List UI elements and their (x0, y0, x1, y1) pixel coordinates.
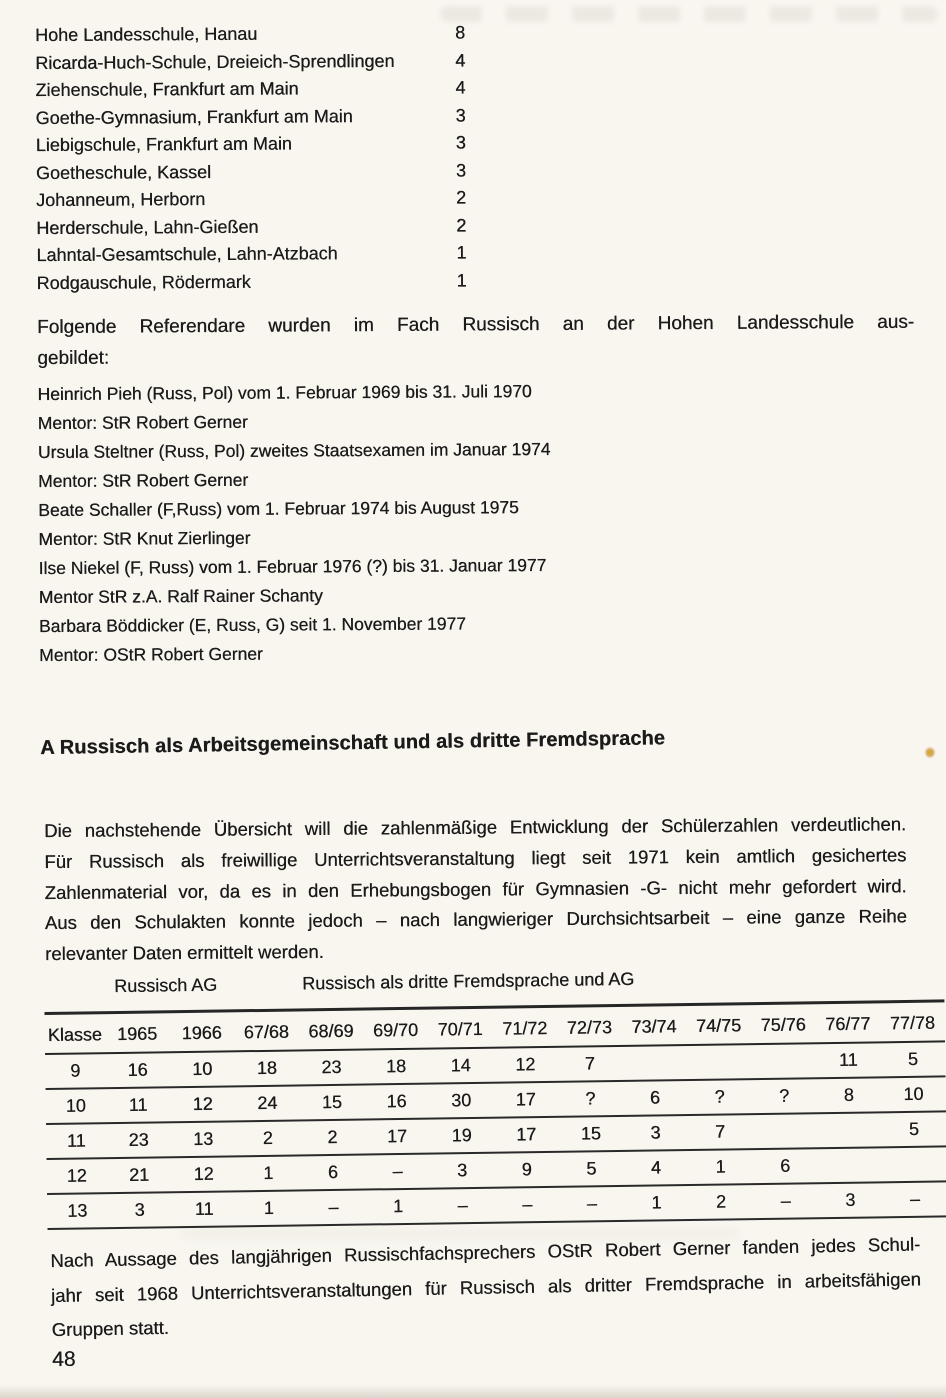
column-header: 76/77 (825, 1013, 871, 1035)
table-cell (817, 1165, 882, 1166)
table-cell: 5 (586, 1158, 597, 1179)
table-cell: 15 (321, 1091, 343, 1113)
table-cell: 11 (194, 1198, 214, 1219)
school-count: 4 (455, 49, 466, 70)
table-cell: 6 (327, 1161, 339, 1183)
table-cell (752, 1131, 817, 1132)
column-header: 1966 (181, 1022, 222, 1044)
school-count: 4 (455, 77, 466, 98)
table-cell: – (909, 1188, 921, 1209)
table-cell: 2 (715, 1191, 727, 1212)
table-cell: 23 (321, 1056, 342, 1078)
table-cell: ? (714, 1086, 725, 1107)
table-cell (882, 1164, 946, 1165)
school-count: 3 (455, 104, 466, 125)
table-cell: 23 (128, 1129, 149, 1150)
table-cell: 15 (580, 1123, 602, 1144)
table-cell: 21 (128, 1164, 150, 1185)
school-name: Lahntal-Gesamtschule, Lahn-Atzbach (36, 243, 338, 265)
table-cell: 11 (838, 1049, 858, 1070)
table-cell: 30 (450, 1090, 472, 1111)
list-item (36, 184, 506, 214)
table-cell: 17 (386, 1125, 408, 1147)
school-name: Rodgauschule, Rödermark (36, 271, 251, 293)
table-cell: 17 (516, 1124, 537, 1145)
paragraph-line: Nach Aussage des langjährigen Russischfachsprechers OStR Robert Gerner fanden jedes Schul- (50, 1233, 921, 1271)
table-cell: 10 (192, 1058, 213, 1079)
table-cell: 3 (134, 1199, 145, 1220)
column-header: 69/70 (372, 1019, 419, 1041)
table-cell (622, 1063, 687, 1064)
school-name: Johanneum, Herborn (36, 188, 206, 210)
table-cell: 1 (392, 1196, 404, 1217)
table-group-labels (44, 964, 944, 1004)
table-cell: 6 (780, 1155, 791, 1176)
table-cell: 6 (649, 1087, 661, 1108)
table-cell: 13 (193, 1128, 214, 1149)
table-cell: 12 (515, 1054, 536, 1075)
table-cell: ? (585, 1088, 596, 1109)
detail-line: Heinrich Pieh (Russ, Pol) vom 1. Februar 1969 bis 31. Juli 1970 (37, 380, 532, 404)
table-cell: – (586, 1193, 597, 1214)
detail-line: Mentor: StR Robert Gerner (37, 411, 248, 433)
paragraph-line: Zahlenmaterial vor, da es in den Erhebungsbogen für Gymnasien -G- nicht mehr gefordert wird. (44, 874, 907, 903)
table-cell: 2 (327, 1126, 338, 1148)
school-count: 1 (456, 269, 467, 290)
table-cell: 4 (650, 1157, 662, 1178)
school-name: Goetheschule, Kassel (35, 161, 212, 183)
table-cell: 12 (193, 1163, 214, 1184)
table-cell: – (328, 1196, 339, 1218)
detail-line: Ilse Niekel (F, Russ) vom 1. Februar 1976 (?) bis 31. Januar 1977 (38, 554, 547, 578)
table-cell: 1 (263, 1162, 274, 1183)
paragraph-line: Aus den Schulakten konnte jedoch – nach langwieriger Durchsichtsarbeit – eine ganze Reihe (44, 905, 907, 934)
table-cell: 1 (651, 1192, 662, 1213)
enrollment-table (44, 964, 946, 1230)
table-cell: – (780, 1190, 791, 1211)
table-cell: ? (779, 1085, 790, 1106)
school-name: Herderschule, Lahn-Gießen (36, 216, 259, 238)
row-label: 13 (67, 1200, 88, 1221)
table-cell (817, 1130, 882, 1131)
table-cell: – (392, 1161, 403, 1182)
table-cell: 3 (650, 1122, 661, 1143)
school-count: 2 (456, 214, 467, 235)
school-count: 8 (455, 22, 466, 43)
school-count: 3 (455, 132, 466, 153)
group-label-russisch-ag: Russisch AG (113, 974, 218, 997)
paragraph-line: Für Russisch als freiwillige Unterrichtsveranstaltung liegt seit 1971 kein amtlich gesichertes (44, 844, 907, 872)
column-header: 70/71 (437, 1018, 483, 1040)
table-cell: 10 (903, 1083, 924, 1105)
section-heading: A Russisch als Arbeitsgemeinschaft und als dritte Fremdsprache (40, 727, 666, 759)
referendare-details (37, 375, 916, 670)
table-cell: 11 (128, 1094, 148, 1115)
table-cell: 5 (907, 1048, 919, 1069)
column-header: 1965 (116, 1023, 158, 1044)
table-cell: 7 (584, 1053, 596, 1074)
detail-line: Barbara Böddicker (E, Russ, G) seit 1. November 1977 (38, 613, 466, 636)
paragraph-line: Folgende Referendare wurden im Fach Russisch an der Hohen Landesschule aus- (37, 311, 915, 338)
list-item (36, 239, 506, 269)
detail-line: Ursula Steltner (Russ, Pol) zweites Staatsexamen im Januar 1974 (37, 438, 551, 462)
column-header: 73/74 (631, 1016, 677, 1037)
table-cell: 17 (515, 1089, 536, 1110)
table-cell: 16 (386, 1090, 407, 1112)
list-item (35, 19, 505, 49)
table-cell: 5 (908, 1118, 920, 1139)
table-cell: 18 (385, 1055, 407, 1077)
paragraph-line: gebildet: (37, 347, 110, 369)
paragraph-line: jahr seit 1968 Unterrichtsveranstaltungen für Russisch als dritter Fremdsprache in arbeitsfähigen (50, 1267, 922, 1306)
list-item (36, 157, 506, 187)
list-item (36, 102, 506, 132)
table-cell: 16 (127, 1059, 148, 1080)
row-label: 11 (66, 1130, 86, 1151)
column-header: 71/72 (502, 1017, 548, 1039)
table-cell: 14 (450, 1055, 471, 1076)
school-count: 3 (455, 159, 466, 180)
school-name: Liebigschule, Frankfurt am Main (35, 133, 292, 155)
table-cell: 24 (257, 1092, 278, 1114)
column-header: 67/68 (243, 1021, 289, 1043)
column-header: 74/75 (695, 1015, 742, 1036)
column-header: 68/69 (308, 1020, 354, 1042)
paragraph-line: Die nachstehende Übersicht will die zahlenmäßige Entwicklung der Schülerzahlen verdeutlichen. (44, 813, 907, 841)
table-cell: – (522, 1194, 533, 1215)
table-cell: 3 (456, 1160, 468, 1181)
list-item (36, 129, 506, 159)
detail-line: Mentor: StR Knut Zierlinger (38, 527, 251, 549)
school-name: Ziehenschule, Frankfurt am Main (35, 78, 299, 100)
table-cell: 7 (714, 1121, 726, 1142)
school-list (35, 19, 507, 297)
page-number: 48 (52, 1347, 76, 1371)
row-label: 9 (70, 1060, 81, 1081)
table-cell: 2 (262, 1127, 273, 1148)
detail-line: Mentor StR z.A. Ralf Rainer Schanty (38, 585, 323, 607)
row-label: 12 (66, 1165, 87, 1186)
table-cell: 9 (521, 1159, 532, 1180)
table-cell: 1 (263, 1197, 274, 1218)
table-cell: 12 (192, 1093, 213, 1114)
margin-mark (925, 746, 935, 758)
table-cell: 18 (256, 1057, 277, 1079)
column-header: Klasse (47, 1024, 102, 1045)
table-cell: 1 (715, 1156, 726, 1177)
table-cell: – (457, 1195, 468, 1216)
table-cell (687, 1062, 752, 1063)
school-name: Hohe Landesschule, Hanau (35, 23, 258, 45)
list-item (35, 47, 505, 77)
scan-edge-shadow (0, 1384, 946, 1398)
group-label-dritte-fremdsprache: Russisch als dritte Fremdsprache und AG (301, 968, 635, 994)
column-header: 72/73 (566, 1017, 613, 1038)
column-header: 77/78 (889, 1012, 936, 1034)
detail-line: Mentor: StR Robert Gerner (37, 469, 249, 491)
school-name: Ricarda-Huch-Schule, Dreieich-Sprendlingen (35, 50, 395, 73)
table-cell: 3 (845, 1189, 856, 1210)
closing-paragraph (50, 1227, 922, 1347)
detail-line: Mentor: OStR Robert Gerner (39, 643, 263, 665)
column-header: 75/76 (760, 1014, 806, 1035)
paragraph-line: relevanter Daten ermittelt werden. (44, 940, 324, 965)
paragraph-line: Gruppen statt. (51, 1316, 170, 1340)
list-item (36, 212, 506, 242)
school-count: 2 (456, 187, 467, 208)
section-paragraph (44, 809, 907, 970)
list-item (37, 267, 507, 297)
school-count: 1 (456, 242, 467, 263)
scan-bleed-artifact (440, 6, 938, 22)
table-cell: 19 (451, 1125, 472, 1146)
table-cell (751, 1061, 816, 1062)
referendare-block (37, 307, 916, 670)
list-item (35, 74, 505, 104)
table-cell: 8 (843, 1084, 854, 1105)
detail-line: Beate Schaller (F,Russ) vom 1. Februar 1974 bis August 1975 (38, 497, 519, 520)
school-name: Goethe-Gymnasium, Frankfurt am Main (35, 105, 353, 128)
row-label: 10 (65, 1095, 86, 1116)
